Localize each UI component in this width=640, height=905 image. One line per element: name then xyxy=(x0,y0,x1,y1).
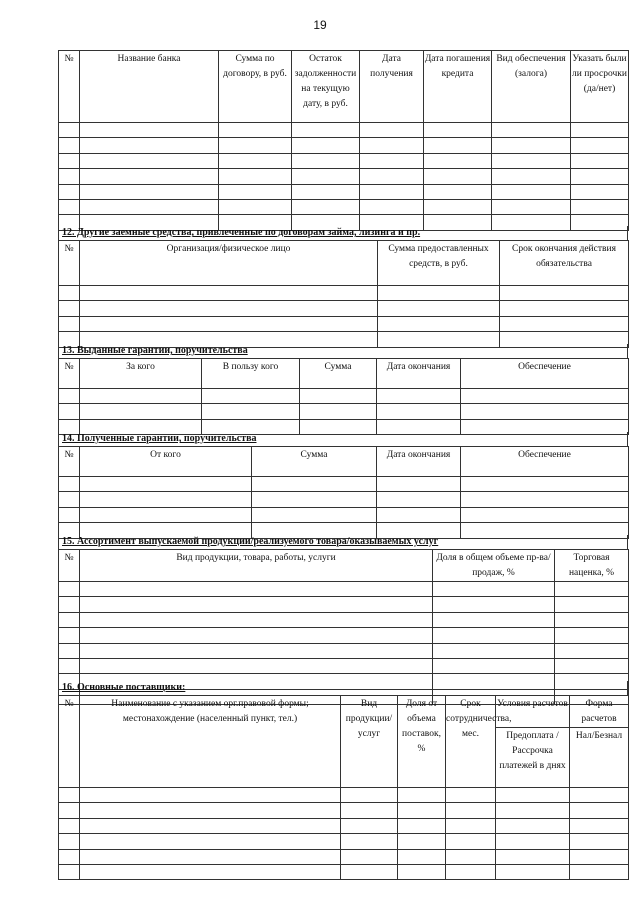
table-row xyxy=(59,658,629,673)
table-row xyxy=(59,628,629,643)
bank-loans-section xyxy=(58,50,628,231)
assortment-section xyxy=(58,535,628,705)
col-repayment-date: Дата погашения кредита xyxy=(424,51,492,123)
table-row xyxy=(59,849,629,864)
col-security: Обеспечение xyxy=(461,359,629,389)
col-end-date: Дата окончания xyxy=(377,447,461,477)
issued-guarantees-table xyxy=(58,358,629,435)
bank-loans-table xyxy=(58,50,629,231)
col-supplier-name: Наименование с указанием орг.правовой формы; местонахождение (населенный пункт, тел.) xyxy=(80,696,341,788)
table-row xyxy=(59,507,629,522)
table-row xyxy=(59,286,629,301)
col-product-type: Вид продукции/услуг xyxy=(341,696,398,788)
table-row xyxy=(59,123,629,138)
col-receipt-date: Дата получения xyxy=(360,51,424,123)
table-row xyxy=(59,864,629,879)
table-row xyxy=(59,803,629,818)
table-row xyxy=(59,492,629,507)
col-number: № xyxy=(59,359,80,389)
col-number: № xyxy=(59,550,80,582)
subcol-prepayment: Предоплата / Рассрочка платежей в днях xyxy=(496,728,570,788)
table-row xyxy=(59,834,629,849)
col-collateral-type: Вид обеспечения (залога) xyxy=(492,51,571,123)
table-row xyxy=(59,818,629,833)
col-number: № xyxy=(59,241,80,286)
table-row xyxy=(59,169,629,184)
col-organization: Организация/физическое лицо xyxy=(80,241,378,286)
section-15-title: 15. Ассортимент выпускаемой продукции/реализуемого товара/оказываемых услуг xyxy=(58,535,628,549)
col-from-whom: От кого xyxy=(80,447,252,477)
section-14-title: 14. Полученные гарантии, поручительства xyxy=(58,432,628,446)
col-payment-terms: Условия расчетов xyxy=(496,696,570,728)
table-row xyxy=(59,788,629,803)
col-markup: Торговая наценка, % xyxy=(555,550,629,582)
suppliers-section xyxy=(58,681,628,880)
col-supply-share: Доля от объема поставок, % xyxy=(398,696,446,788)
subcol-cash-noncash: Нал/Безнал xyxy=(570,728,629,788)
table-row xyxy=(59,184,629,199)
col-number: № xyxy=(59,447,80,477)
table-row xyxy=(59,153,629,168)
received-guarantees-section xyxy=(58,432,628,539)
table-row xyxy=(59,301,629,316)
col-contract-sum: Сумма по договору, в руб. xyxy=(219,51,292,123)
col-security: Обеспечение xyxy=(461,447,629,477)
col-number: № xyxy=(59,51,80,123)
table-row xyxy=(59,582,629,597)
col-payment-form: Форма расчетов xyxy=(570,696,629,728)
col-overdue: Указать были ли просрочки (да/нет) xyxy=(571,51,629,123)
col-for-whom: За кого xyxy=(80,359,202,389)
section-12-title: 12. Другие заемные средства, привлеченные по договорам займа, лизинга и пр. xyxy=(58,226,628,240)
table-row xyxy=(59,597,629,612)
table-row xyxy=(59,389,629,404)
table-row xyxy=(59,404,629,419)
table-row xyxy=(59,643,629,658)
suppliers-table xyxy=(58,695,629,880)
col-cooperation-term: Срок сотрудничества, мес. xyxy=(446,696,496,788)
col-product-type: Вид продукции, товара, работы, услуги xyxy=(80,550,433,582)
col-amount: Сумма xyxy=(252,447,377,477)
section-16-title: 16. Основные поставщики: xyxy=(58,681,628,695)
table-row xyxy=(59,199,629,214)
col-amount: Сумма предоставленных средств, в руб. xyxy=(378,241,500,286)
other-borrowings-section xyxy=(58,226,628,348)
col-end-date: Дата окончания xyxy=(377,359,461,389)
page-number: 19 xyxy=(313,18,327,32)
col-debt-balance: Остаток задолженности на текущую дату, в руб. xyxy=(292,51,360,123)
col-amount: Сумма xyxy=(300,359,377,389)
received-guarantees-table xyxy=(58,446,629,539)
col-share: Доля в общем объеме пр-ва/продаж, % xyxy=(433,550,555,582)
col-obligation-end: Срок окончания действия обязательства xyxy=(500,241,629,286)
section-13-title: 13. Выданные гарантии, поручительства xyxy=(58,344,628,358)
other-borrowings-table xyxy=(58,240,629,348)
table-row xyxy=(59,316,629,331)
col-number: № xyxy=(59,696,80,788)
issued-guarantees-section xyxy=(58,344,628,435)
table-row xyxy=(59,612,629,627)
col-bank-name: Название банка xyxy=(80,51,219,123)
table-row xyxy=(59,477,629,492)
table-row xyxy=(59,138,629,153)
col-in-favor-of: В пользу кого xyxy=(202,359,300,389)
